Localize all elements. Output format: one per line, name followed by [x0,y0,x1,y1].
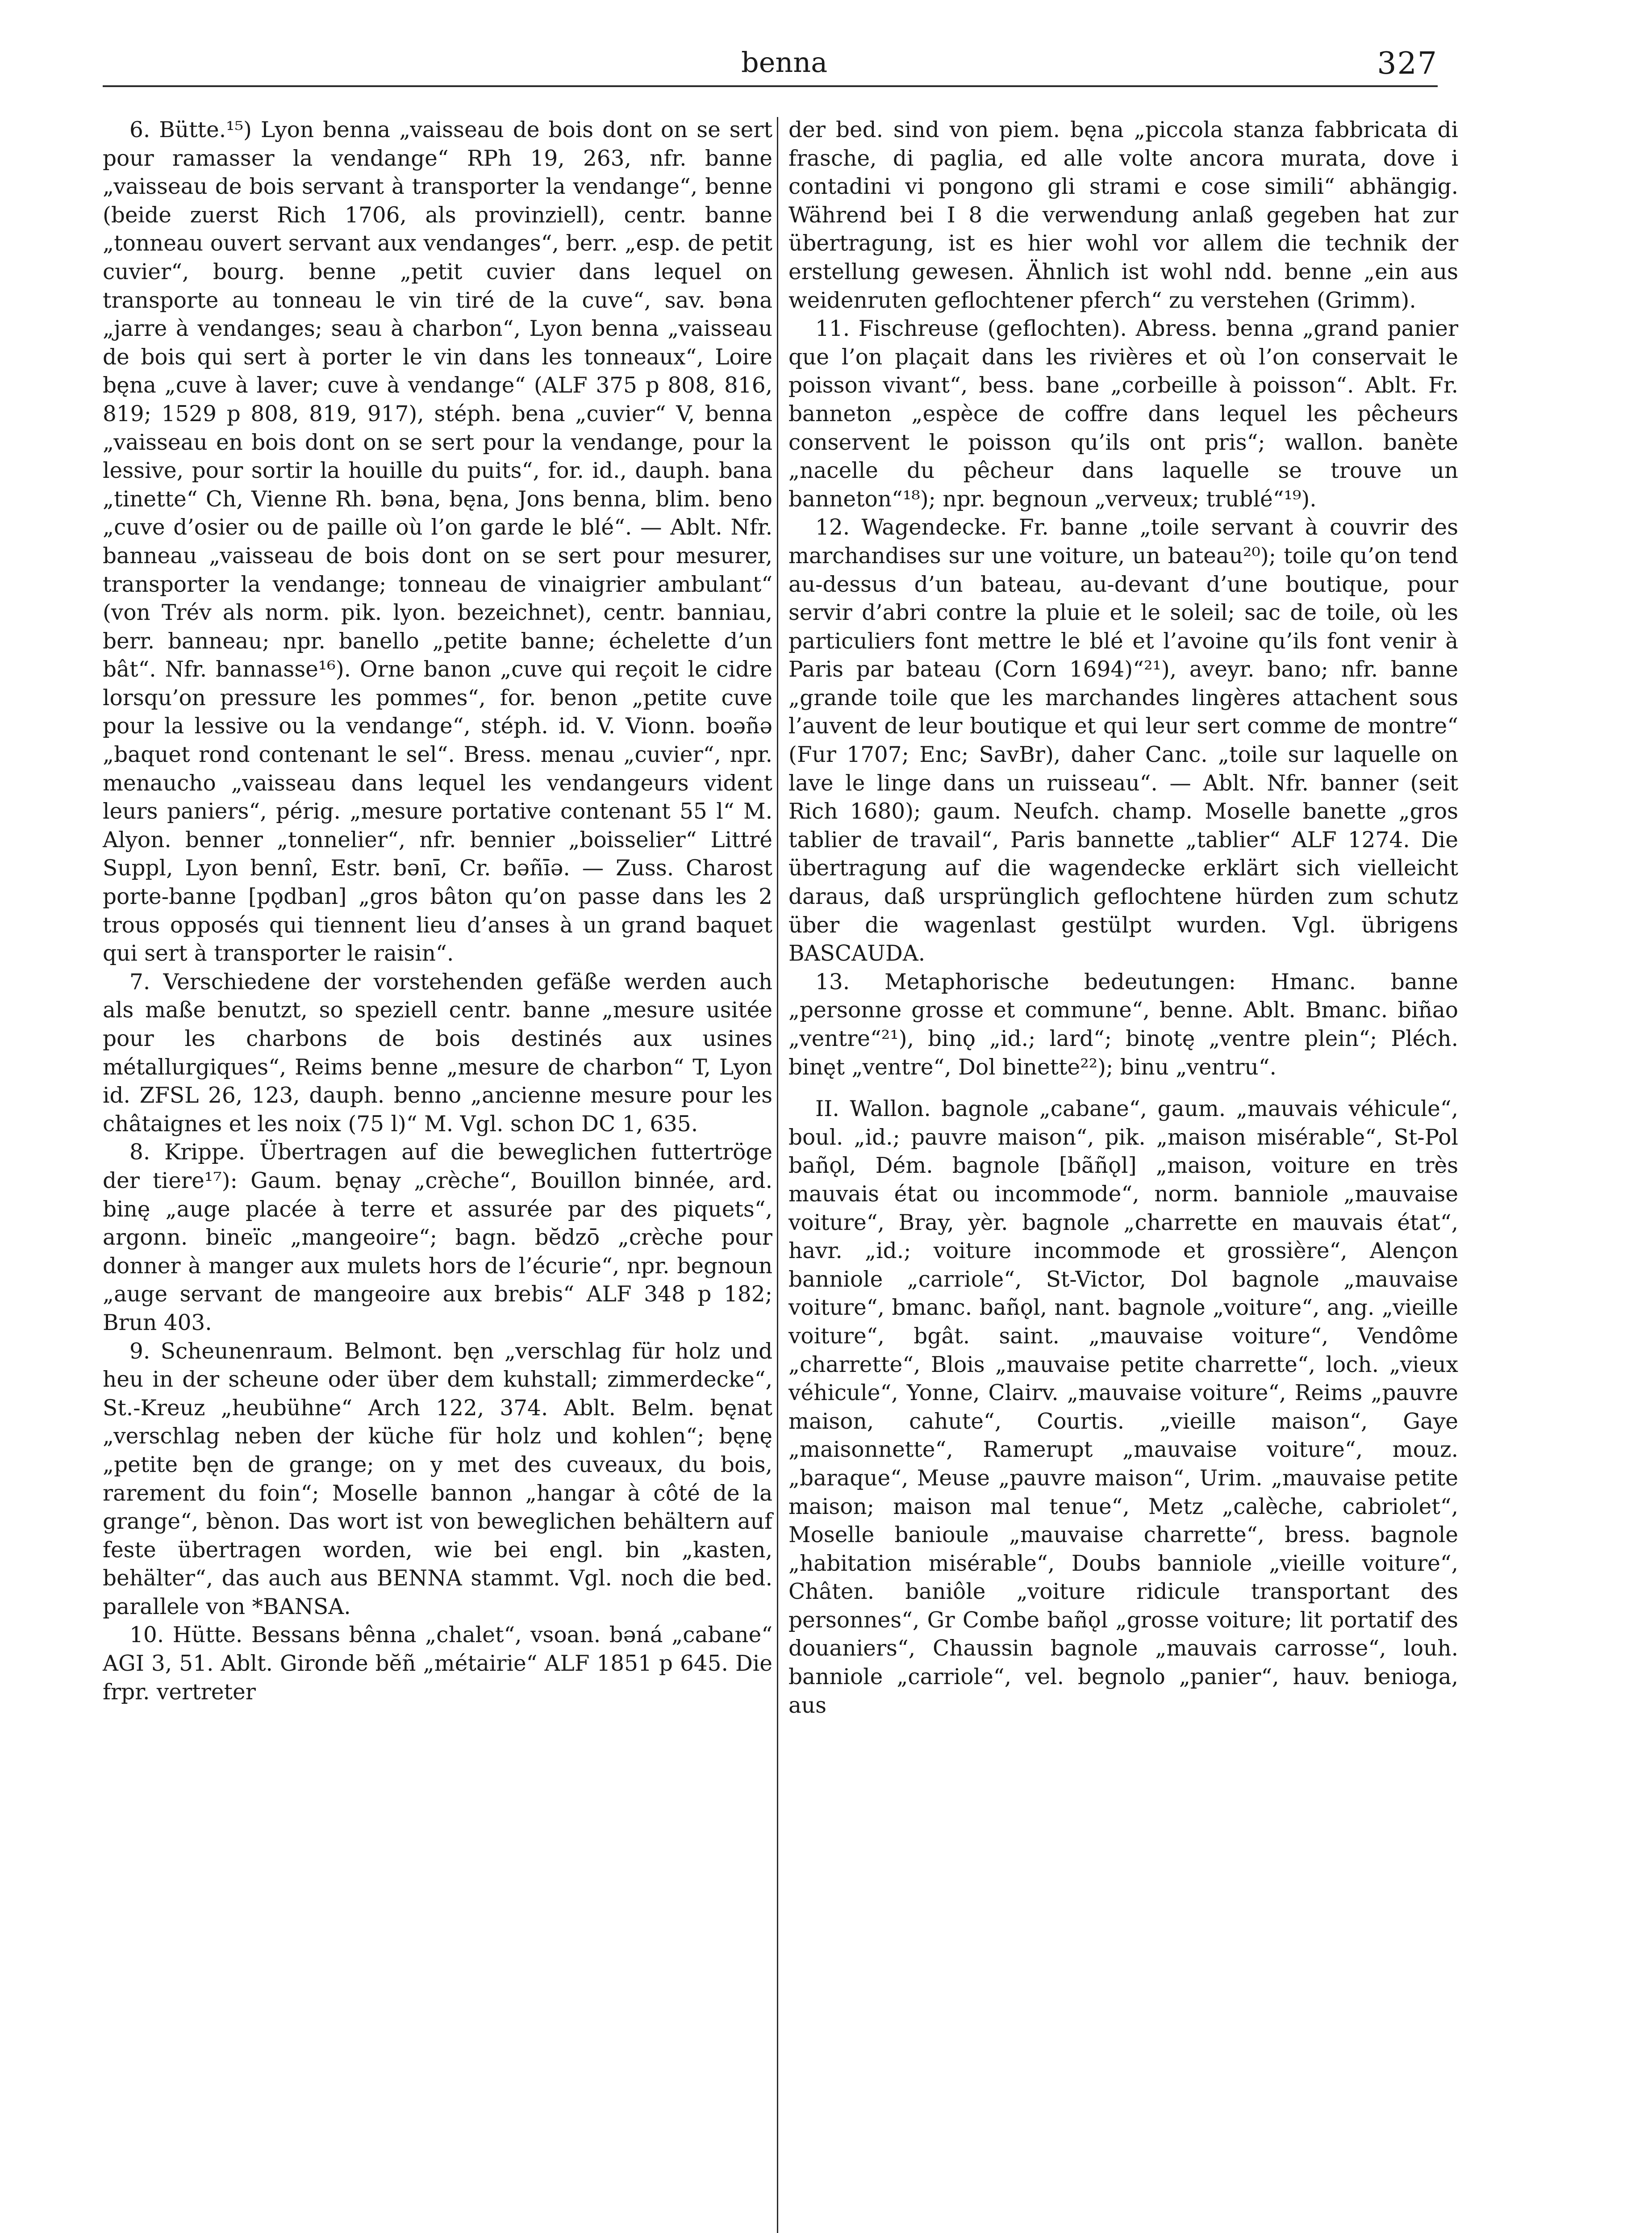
entry-12-wagendecke: 12. Wagendecke. Fr. banne „toile servant à couvrir des marchandises sur une voiture, un bateau²⁰); toile qu’on tend au-dessus d’un bateau, au-devant d’une boutique, pour servir d’abri contre la pluie et le soleil; sac de toile, où les particuliers font mettre le blé et l’avoine qu’ils font venir à Paris par bateau (Corn 1694)“²¹), aveyr. bano; nfr. banne „grande toile que les marchandes lingères attachent sous l’auvent de leur boutique et qui leur sert comme de montre“ (Fur 1707; Enc; SavBr), daher Canc. „toile sur laquelle on lave le linge dans un ruisseau“. — Ablt. Nfr. banner (seit Rich 1680); gaum. Neufch. champ. Moselle banette „gros tablier de travail“, Paris bannette „tablier“ ALF 1274. Die übertragung auf die wagendecke erklärt sich vielleicht daraus, daß ursprünglich geflochtene hürden zum schutz über die wagenlast gestülpt wurden. Vgl. übrigens BASCAUDA. [788,515,1458,966]
column-divider [777,117,778,2233]
left-column [103,116,772,1706]
header-rule [103,85,1438,87]
page-number: 327 [1377,46,1438,81]
running-header [103,42,1438,83]
header-word: benna [741,46,828,79]
entry-8-krippe: 8. Krippe. Übertragen auf die beweglichen futtertröge der tiere¹⁷): Gaum. bęnay „crèche“, Bouillon binnée, ard. binę „auge placée à terre et assurée par des piquets“, argonn. bineïc „mangeoire“; bagn. bĕdzō „crèche pour donner à manger aux mulets hors de l’écurie“, npr. begnoun „auge servant de mangeoire aux brebis“ ALF 348 p 182; Brun 403. [103,1140,772,1335]
entry-11-fischreuse: 11. Fischreuse (geflochten). Abress. benna „grand panier que l’on plaçait dans les rivières et où l’on conservait le poisson vivant“, bess. bane „corbeille à poisson“. Ablt. Fr. banneton „espèce de coffre dans lequel les pêcheurs conservent le poisson qu’ils ont pris“; wallon. banète „nacelle du pêcheur dans laquelle se trouve un banneton“¹⁸); npr. begnoun „verveux; trublé“¹⁹). [788,316,1458,512]
continuation-paragraph: der bed. sind von piem. bęna „piccola stanza fabbricata di frasche, di paglia, ed alle volte ancora murata, dove i contadini vi pongono gli strami e cose simili“ abhängig. Während bei I 8 die verwendung anlaß gegeben hat zur übertragung, ist es hier wohl vor allem die technik der erstellung gewesen. Ähnlich ist wohl ndd. benne „ein aus weidenruten geflochtener pferch“ zu verstehen (Grimm). [788,117,1458,313]
right-column [788,116,1458,1720]
entry-13-metaphorisch: 13. Metaphorische bedeutungen: Hmanc. banne „personne grosse et commune“, benne. Ablt. Bmanc. biñao „ventre“²¹), binǫ „id.; lard“; binotę „ventre plein“; Pléch. binęt „ventre“, Dol binette²²); binu „ventru“. [788,969,1458,1080]
entry-7-masse: 7. Verschiedene der vorstehenden gefäße werden auch als maße benutzt, so speziell centr. banne „mesure usitée pour les charbons de bois destinés aux usines métallurgiques“, Reims benne „mesure de charbon“ T, Lyon id. ZFSL 26, 123, dauph. benno „ancienne mesure pour les châtaignes et les noix (75 l)“ M. Vgl. schon DC 1, 635. [103,969,772,1137]
entry-6-buette: 6. Bütte.¹⁵) Lyon benna „vaisseau de bois dont on se sert pour ramasser la vendange“ RPh 19, 263, nfr. banne „vaisseau de bois servant à transporter la vendange“, benne (beide zuerst Rich 1706, als provinziell), centr. banne „tonneau ouvert servant aux vendanges“, berr. „esp. de petit cuvier“, bourg. benne „petit cuvier dans lequel on transporte au tonneau le vin tiré de la cuve“, sav. bəna „jarre à vendanges; seau à charbon“, Lyon benna „vaisseau de bois qui sert à porter le vin dans les tonneaux“, Loire bęna „cuve à laver; cuve à vendange“ (ALF 375 p 808, 816, 819; 1529 p 808, 819, 917), stéph. bena „cuvier“ V, benna „vaisseau en bois dont on se sert pour la vendange, pour la lessive, pour sortir la houille du puits“, for. id., dauph. bana „tinette“ Ch, Vienne Rh. bəna, bęna, Jons benna, blim. beno „cuve d’osier ou de paille où l’on garde le blé“. — Ablt. Nfr. banneau „vaisseau de bois dont on se sert pour mesurer, transporter la vendange; tonneau de vinaigrier ambulant“ (von Trév als norm. pik. lyon. bezeichnet), centr. banniau, berr. banneau; npr. banello „petite banne; échelette d’un bât“. Nfr. bannasse¹⁶). Orne banon „cuve qui reçoit le cidre lorsqu’on pressure les pommes“, for. benon „petite cuve pour la lessive ou la vendange“, stéph. id. V. Vionn. boəñə „baquet rond contenant le sel“. Bress. menau „cuvier“, npr. menaucho „vaisseau dans lequel les vendangeurs vident leurs paniers“, périg. „mesure portative contenant 55 l“ M. Alyon. benner „tonnelier“, nfr. bennier „boisselier“ Littré Suppl, Lyon bennî, Estr. bənī, Cr. bəñīə. — Zuss. Charost porte-banne [pǫdban] „gros bâton qu’on passe dans les 2 trous opposés qui tiennent lieu d’anses à un grand baquet qui sert à transporter le raisin“. [103,117,772,966]
section-ii-wallon: II. Wallon. bagnole „cabane“, gaum. „mauvais véhicule“, boul. „id.; pauvre maison“, pik. „maison misérable“, St-Pol bañǫl, Dém. bagnole [bãñǫl] „maison, voiture en très mauvais état ou incommode“, norm. banniole „mauvaise voiture“, Bray, yèr. bagnole „charrette en mauvais état“, havr. „id.; voiture incommode et grossière“, Alençon banniole „carriole“, St-Victor, Dol bagnole „mauvaise voiture“, bmanc. bañǫl, nant. bagnole „voiture“, ang. „vieille voiture“, bgât. saint. „mauvaise voiture“, Vendôme „charrette“, Blois „mauvaise petite charrette“, loch. „vieux véhicule“, Yonne, Clairv. „mauvaise voiture“, Reims „pauvre maison, cahute“, Courtis. „vieille maison“, Gaye „maisonnette“, Ramerupt „mauvaise voiture“, mouz. „baraque“, Meuse „pauvre maison“, Urim. „mauvaise petite maison; maison mal tenue“, Metz „calèche, cabriolet“, Moselle banioule „mauvaise charrette“, bress. bagnole „habitation misérable“, Doubs banniole „vieille voiture“, Châten. baniôle „voiture ridicule transportant des personnes“, Gr Combe bañǫl „grosse voiture; lit portatif des douaniers“, Chaussin bagnole „mauvais carrosse“, louh. banniole „carriole“, vel. begnolo „panier“, hauv. benioga, aus [788,1096,1458,1718]
entry-10-huette: 10. Hütte. Bessans bênna „chalet“, vsoan. bəná „cabane“ AGI 3, 51. Ablt. Gironde bĕñ „métairie“ ALF 1851 p 645. Die frpr. vertreter [103,1622,772,1705]
entry-9-scheunenraum: 9. Scheunenraum. Belmont. bęn „verschlag für holz und heu in der scheune oder über dem kuhstall; zimmerdecke“, St.-Kreuz „heubühne“ Arch 122, 374. Ablt. Belm. bęnat „verschlag neben der küche für holz und kohlen“; bęnę „petite bęn de grange; on y met des cuveaux, du bois, rarement du foin“; Moselle bannon „hangar à côté de la grange“, bènon. Das wort ist von beweglichen behältern auf feste übertragen worden, wie bei engl. bin „kasten, behälter“, das auch aus BENNA stammt. Vgl. noch die bed. parallele von *BANSA. [103,1338,772,1619]
